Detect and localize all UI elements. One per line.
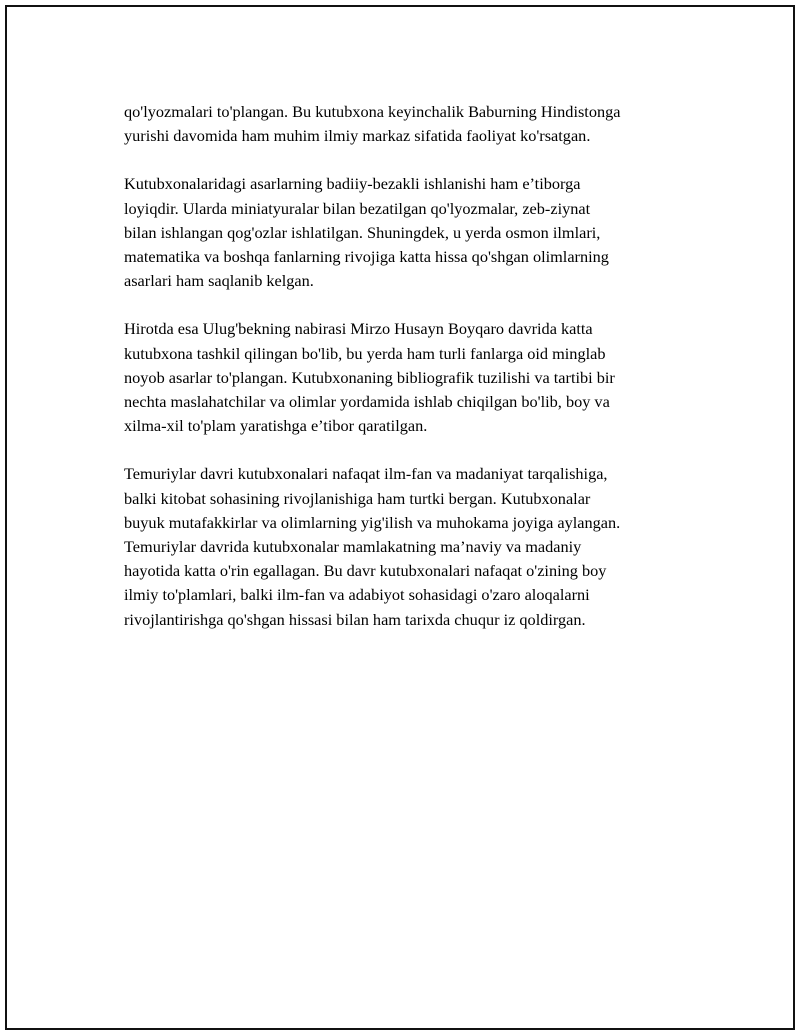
text-line: Kutubxonalaridagi asarlarning badiiy-bezakli ishlanishi ham e’tiborga bbox=[124, 174, 581, 194]
paragraph-2 bbox=[124, 172, 714, 293]
text-line: Hirotda esa Ulug'bekning nabirasi Mirzo Husayn Boyqaro davrida katta bbox=[124, 319, 593, 339]
document-body bbox=[124, 100, 714, 656]
text-line: balki kitobat sohasining rivojlanishiga ham turtki bergan. Kutubxonalar bbox=[124, 488, 591, 508]
text-line: Temuriylar davri kutubxonalari nafaqat ilm-fan va madaniyat tarqalishiga, bbox=[124, 464, 608, 484]
text-line: buyuk mutafakkirlar va olimlarning yig'ilish va muhokama joyiga aylangan. bbox=[124, 512, 621, 532]
text-line: qo'lyozmalari to'plangan. Bu kutubxona keyinchalik Baburning Hindistonga bbox=[124, 102, 621, 121]
text-line: matematika va boshqa fanlarning rivojiga katta hissa qo'shgan olimlarning bbox=[124, 247, 609, 267]
text-line: xilma-xil to'plam yaratishga e’tibor qaratilgan. bbox=[124, 416, 428, 436]
text-line: ilmiy to'plamlari, balki ilm-fan va adabiyot sohasidagi o'zaro aloqalarni bbox=[124, 585, 590, 605]
text-line: rivojlantirishga qo'shgan hissasi bilan ham tarixda chuqur iz qoldirgan. bbox=[124, 609, 586, 629]
text-line: hayotida katta o'rin egallagan. Bu davr kutubxonalari nafaqat o'zining boy bbox=[124, 561, 607, 581]
text-line: kutubxona tashkil qilingan bo'lib, bu yerda ham turli fanlarga oid minglab bbox=[124, 343, 606, 363]
text-line: asarlari ham saqlanib kelgan. bbox=[124, 271, 314, 291]
paragraph-1 bbox=[124, 100, 714, 148]
text-line: Temuriylar davrida kutubxonalar mamlakatning ma’naviy va madaniy bbox=[124, 537, 582, 557]
text-line: nechta maslahatchilar va olimlar yordamida ishlab chiqilgan bo'lib, boy va bbox=[124, 392, 610, 412]
text-line: yurishi davomida ham muhim ilmiy markaz sifatida faoliyat ko'rsatgan. bbox=[124, 126, 591, 146]
text-line: bilan ishlangan qog'ozlar ishlatilgan. Shuningdek, u yerda osmon ilmlari, bbox=[124, 222, 601, 242]
text-line: noyob asarlar to'plangan. Kutubxonaning bibliografik tuzilishi va tartibi bir bbox=[124, 367, 615, 387]
text-line: loyiqdir. Ularda miniatyuralar bilan bezatilgan qo'lyozmalar, zeb-ziynat bbox=[124, 198, 591, 218]
paragraph-3 bbox=[124, 317, 714, 438]
page-frame bbox=[5, 5, 795, 1030]
paragraph-4 bbox=[124, 462, 714, 631]
